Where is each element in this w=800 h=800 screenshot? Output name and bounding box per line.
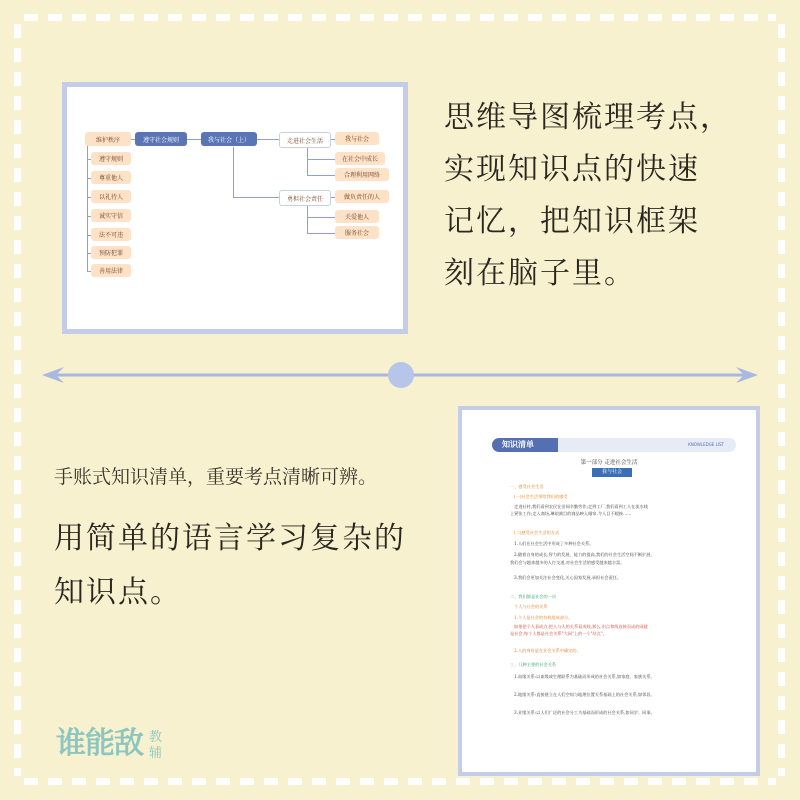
doc-tab-en: KNOWLEDGE LIST <box>688 442 724 447</box>
mindmap-left-branch: 遵守社会规则 <box>135 132 187 146</box>
doc-line: 三、几种主要的社会关系 <box>510 662 557 667</box>
mindmap-left-item: 诚实守信 <box>91 209 131 222</box>
dashed-border-right <box>778 24 785 776</box>
doc-line: 是社会,每个人都是社会关系"大网"上的一个"结点"。 <box>510 631 607 636</box>
logo-sub-text: 教 <box>149 730 163 745</box>
doc-line: 3.我们会更加关注社会变化,关心国家发展,承担社会责任。 <box>514 575 622 580</box>
bottom-big-line: 知识点。 <box>54 575 182 610</box>
doc-line: 1.血缘关系:以血缘或生理联系为基础而形成的社会关系,如家庭、家族关系。 <box>514 674 655 679</box>
mindmap-left-item: 预防犯罪 <box>91 246 131 259</box>
mindmap-left-item: 维护秩序 <box>85 132 131 146</box>
description-line: 思维导图梳理考点， <box>444 100 732 135</box>
document-card <box>458 406 760 776</box>
mindmap-card <box>62 82 408 334</box>
mindmap-left-item: 尊重他人 <box>91 171 131 184</box>
bottom-big-text <box>54 512 406 620</box>
doc-line: 1.个人是社会的有机组成部分。 <box>514 615 573 620</box>
doc-line: 二、我们都是社会的一员 <box>510 594 557 599</box>
doc-line: (一)社会生活带给我们的感受 <box>514 494 568 499</box>
doc-line: 2.人的身份是在社会关系中确定的。 <box>514 648 581 653</box>
mindmap-right-item: 在社会中成长 <box>335 152 385 165</box>
mindmap-left-item: 遵守规则 <box>91 152 131 165</box>
mindmap-right-item: 合理利用网络 <box>335 168 389 181</box>
mindmap-right-top: 走进社会生活 <box>279 132 331 148</box>
description-line: 实现知识点的快速 <box>444 152 700 187</box>
logo-main-text: 谁能敌 <box>56 726 143 761</box>
doc-line: 2.随着自身的成长,智力的发展、能力的提高,我们的社会生活空间不断扩展, <box>514 552 652 557</box>
logo-sub-text: 辅 <box>149 746 163 761</box>
mindmap-description <box>444 92 732 300</box>
bottom-big-line: 用简单的语言学习复杂的 <box>54 521 406 556</box>
mindmap-root: 我与社会（上） <box>201 132 257 146</box>
mindmap-right-item: 服务社会 <box>335 226 379 239</box>
doc-line: 一、感受社会生活 <box>510 484 544 489</box>
doc-part-title: 第一部分 走进社会生活 <box>580 460 638 466</box>
dashed-border-left <box>14 24 21 776</box>
doc-line: 1.人们在社会生活中形成了多种社会关系。 <box>514 541 594 546</box>
description-line: 刻在脑子里。 <box>444 256 636 291</box>
doc-line: 3.业缘关系:以人们广泛的社会分工为基础而形成的社会关系,如同学、同事。 <box>514 710 655 715</box>
mindmap-right-item: 做负责任的人 <box>335 190 389 203</box>
mindmap-left-item: 善用法律 <box>91 264 131 277</box>
dashed-border-bottom <box>24 778 776 785</box>
doc-line: 走进社村,我们看到农民在田间辛勤劳作;走到工厂,我们看到工人在流水线 <box>514 504 648 509</box>
dashed-border-top <box>24 14 776 21</box>
doc-line: 我们会与越来越多的人打交道,对社会生活的感受越来越丰富。 <box>510 560 625 565</box>
doc-line: (二)感受社会生活的方式 <box>514 530 560 535</box>
mindmap-right-item: 关爱他人 <box>335 210 379 223</box>
doc-line: 2.地缘关系:直接建立在人们空间与地理位置关系基础上的社会关系,如邻居。 <box>514 692 655 697</box>
logo-sub <box>149 730 162 762</box>
mindmap-left-item: 以礼待人 <box>91 190 131 203</box>
bottom-small-text: 手账式知识清单，重要考点清晰可辨。 <box>54 466 378 488</box>
mindmap-left-item: 法不可违 <box>91 228 131 241</box>
doc-line: 上紧张工作;走入商场,琳琅满目的商品映入眼帘,令人目不暇接…… <box>510 511 632 516</box>
doc-section-label: 我与社会 <box>592 468 632 477</box>
doc-line: 如果把个人看成点,把人与人的关系看成线,那么,由点和线连接而成的网就 <box>514 624 648 629</box>
mindmap-right-bottom: 勇担社会责任 <box>279 190 331 206</box>
description-line: 记忆，把知识框架 <box>444 204 700 239</box>
brand-logo <box>56 718 162 762</box>
doc-tab-title: 知识清单 <box>502 440 534 449</box>
divider-arrow <box>40 358 760 392</box>
doc-line: 个人与社会的关系 <box>514 604 548 609</box>
mindmap-right-item: 我与社会 <box>335 132 379 145</box>
